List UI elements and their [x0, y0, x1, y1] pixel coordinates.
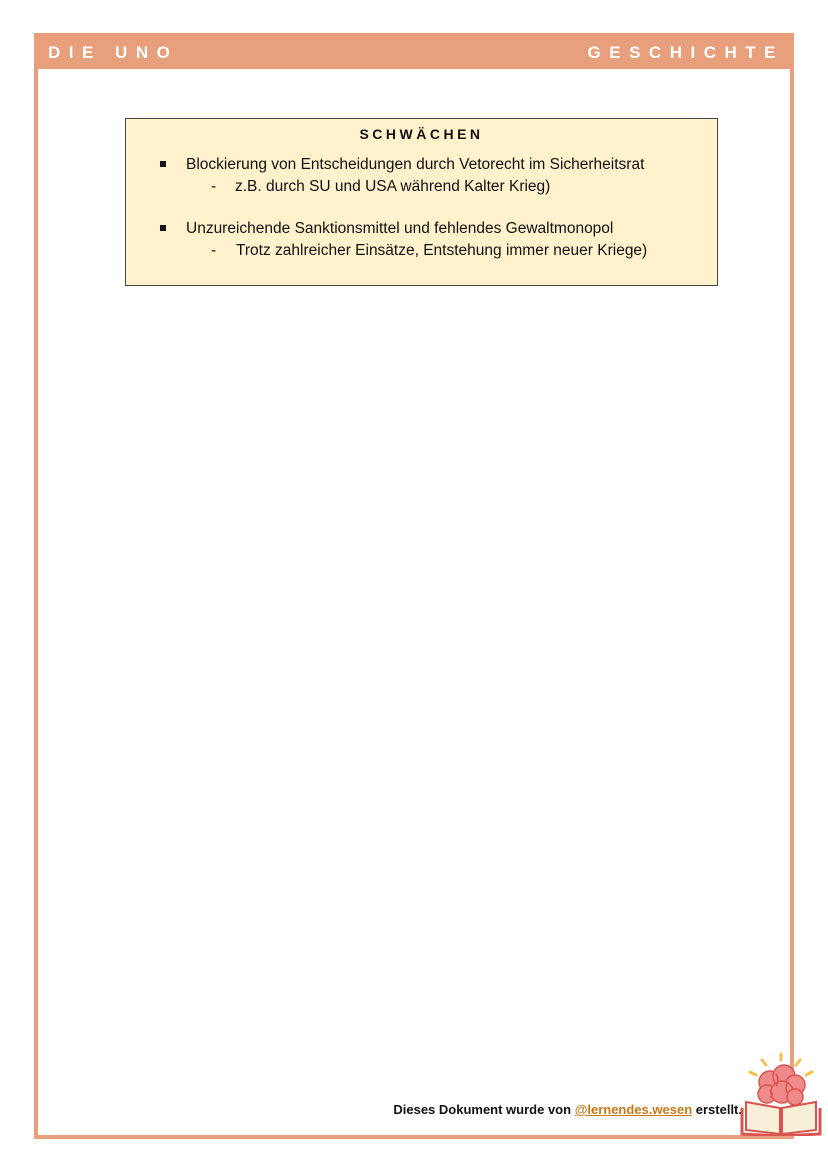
footer-prefix: Dieses Dokument wurde von — [393, 1102, 575, 1117]
author-handle-link[interactable]: @lernendes.wesen — [574, 1102, 693, 1117]
dash-marker: - — [211, 178, 217, 195]
bullet-text: Blockierung von Entscheidungen durch Vetorecht im Sicherheitsrat — [186, 156, 645, 173]
header-right-title: GESCHICHTE — [587, 43, 784, 62]
box-title: SCHWÄCHEN — [359, 126, 484, 142]
brain-book-icon — [740, 1052, 822, 1136]
bullet-text: Unzureichende Sanktionsmittel und fehlendes Gewaltmonopol — [186, 220, 614, 237]
footer-credit — [393, 1102, 742, 1117]
square-bullet-icon — [160, 161, 166, 167]
header-left-title: DIE UNO — [48, 43, 179, 62]
dash-marker: - — [211, 242, 217, 259]
sub-item-text: z.B. durch SU und USA während Kalter Krieg) — [235, 178, 551, 195]
weaknesses-box — [125, 118, 718, 286]
header-bar — [38, 37, 790, 69]
footer-suffix: erstellt. — [692, 1102, 742, 1117]
sub-item-text: Trotz zahlreicher Einsätze, Entstehung immer neuer Kriege) — [236, 242, 648, 259]
square-bullet-icon — [160, 225, 166, 231]
